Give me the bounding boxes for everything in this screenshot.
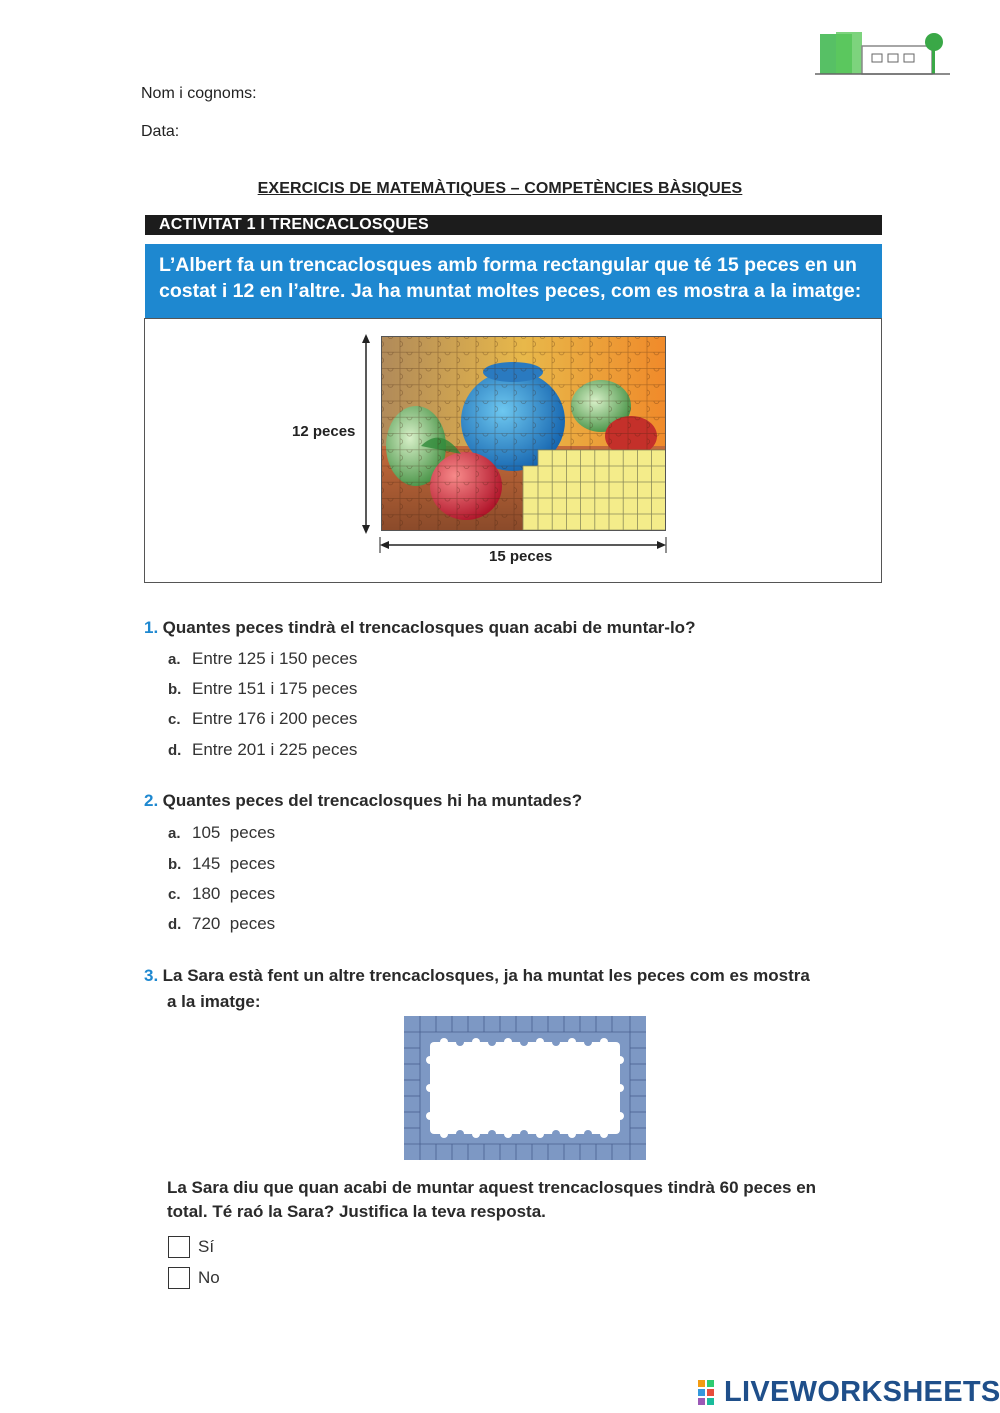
name-label: Nom i cognoms: — [141, 85, 257, 102]
q2-option-b[interactable] — [168, 854, 275, 874]
question-text-line-2: a la imatge: — [167, 992, 261, 1011]
option-text: Entre 151 i 175 peces — [192, 679, 358, 698]
q1-option-d[interactable] — [168, 740, 357, 760]
q1-option-c[interactable] — [168, 709, 357, 729]
q1-option-b[interactable] — [168, 679, 357, 699]
option-letter: a. — [168, 825, 181, 842]
intro-line-2: costat i 12 en l’altre. Ja ha muntat moltes peces, com es mostra a la imatge: — [159, 280, 862, 302]
q1-option-a[interactable] — [168, 649, 357, 669]
follow-up-line-1: La Sara diu que quan acabi de muntar aquest trencaclosques tindrà 60 peces en — [167, 1178, 817, 1197]
height-arrow-icon — [358, 334, 374, 534]
liveworksheets-logo — [698, 1376, 1000, 1409]
logo-text: LIVEWORKSHEETS — [724, 1376, 1000, 1408]
question-1 — [144, 618, 695, 638]
checkbox-no[interactable] — [168, 1267, 190, 1289]
q2-option-d[interactable] — [168, 914, 275, 934]
q2-option-c[interactable] — [168, 884, 275, 904]
option-text: Entre 201 i 225 peces — [192, 740, 358, 759]
question-3 — [144, 966, 810, 986]
activity-header: ACTIVITAT 1 I TRENCACLOSQUES — [145, 215, 882, 235]
choice-si[interactable] — [168, 1236, 214, 1258]
option-text: 145 peces — [192, 854, 276, 873]
option-text: 720 peces — [192, 914, 276, 933]
height-label: 12 peces — [292, 423, 356, 440]
question-2 — [144, 791, 582, 811]
question-text: Quantes peces del trencaclosques hi ha muntades? — [162, 791, 583, 810]
option-text: 180 peces — [192, 884, 276, 903]
intro-box — [145, 244, 882, 318]
option-letter: c. — [168, 886, 181, 903]
choice-no-label: No — [198, 1268, 220, 1287]
document-title: EXERCICIS DE MATEMÀTIQUES – COMPETÈNCIES BÀSIQUES — [257, 180, 743, 197]
school-building-icon — [810, 28, 955, 80]
puzzle-picture — [381, 336, 666, 531]
choice-si-label: Sí — [198, 1237, 215, 1256]
option-text: Entre 125 i 150 peces — [192, 649, 358, 668]
option-letter: d. — [168, 742, 182, 759]
choice-no[interactable] — [168, 1267, 220, 1289]
checkbox-si[interactable] — [168, 1236, 190, 1258]
question-number: 2. — [144, 791, 159, 810]
width-label: 15 peces — [489, 548, 553, 565]
follow-up-line-2: total. Té raó la Sara? Justifica la teva resposta. — [167, 1202, 546, 1221]
option-letter: a. — [168, 651, 181, 668]
puzzle-frame-picture — [404, 1016, 646, 1160]
question-number: 1. — [144, 618, 159, 637]
q2-option-a[interactable] — [168, 823, 275, 843]
option-letter: b. — [168, 681, 182, 698]
question-text-line-1: La Sara està fent un altre trencaclosques, ja ha muntat les peces com es mostra — [162, 966, 810, 985]
option-letter: d. — [168, 916, 182, 933]
option-text: Entre 176 i 200 peces — [192, 709, 358, 728]
option-letter: c. — [168, 711, 181, 728]
date-label: Data: — [141, 123, 180, 140]
school-logo — [810, 28, 955, 80]
option-letter: b. — [168, 856, 182, 873]
question-text: Quantes peces tindrà el trencaclosques quan acabi de muntar-lo? — [162, 618, 696, 637]
option-text: 105 peces — [192, 823, 276, 842]
question-number: 3. — [144, 966, 159, 985]
liveworksheets-mark-icon — [698, 1378, 724, 1408]
intro-line-1: L’Albert fa un trencaclosques amb forma rectangular que té 15 peces en un — [159, 254, 857, 276]
